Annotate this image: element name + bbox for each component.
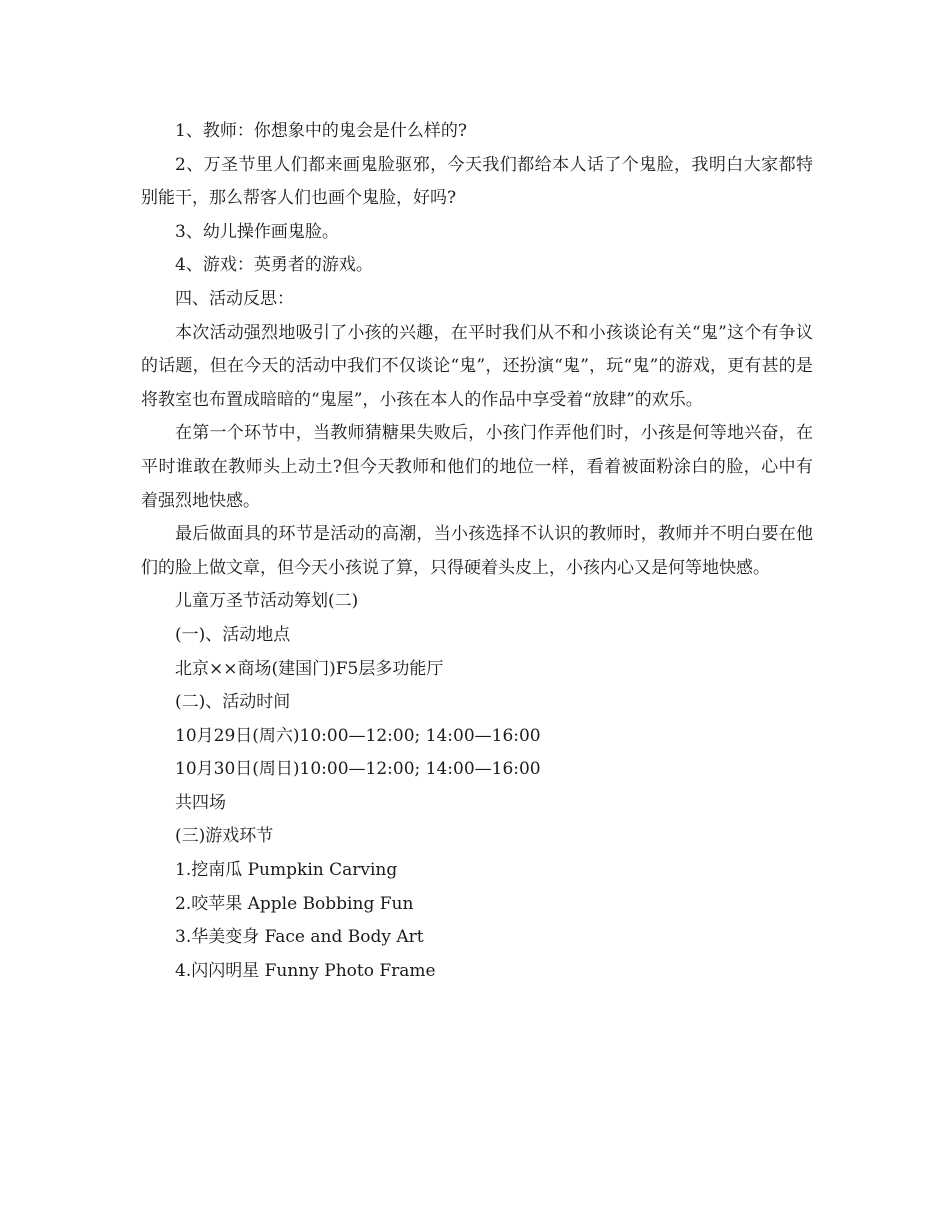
sessions-text: 共四场 — [175, 792, 226, 813]
paragraph-children-draw: 3、幼儿操作画鬼脸。 — [175, 221, 339, 242]
section-title: 儿童万圣节活动筹划(二) — [175, 591, 359, 612]
paragraph-brave-game: 4、游戏：英勇者的游戏。 — [175, 255, 373, 276]
game-item: 3.华美变身 Face and Body Art — [175, 927, 424, 948]
games-heading: (三)游戏环节 — [175, 826, 274, 847]
time-heading: (二)、活动时间 — [175, 692, 291, 713]
paragraph-teacher-question: 1、教师：你想象中的鬼会是什么样的? — [175, 121, 467, 141]
game-item: 4.闪闪明星 Funny Photo Frame — [175, 960, 436, 981]
game-item: 2.咬苹果 Apple Bobbing Fun — [175, 893, 414, 914]
paragraph-reflection-2: 在第一个环节中，当教师猜糖果失败后，小孩门作弄他们时，小孩是何等地兴奋，在平时谁敢在教师头上动土?但今天教师和他们的地位一样，看着被面粉涂白的脸，心中有着强烈地快感。 — [141, 423, 813, 511]
paragraph-reflection-1: 本次活动强烈地吸引了小孩的兴趣，在平时我们从不和小孩谈论有关“鬼”这个有争议的话题，但在今天的活动中我们不仅谈论“鬼”，还扮演“鬼”，玩“鬼”的游戏，更有甚的是将教室也布置成暗暗的“鬼屋”，小孩在本人的作品中享受着“放肆”的欢乐。 — [141, 322, 813, 410]
heading-reflection: 四、活动反思： — [175, 288, 294, 309]
game-item: 1.挖南瓜 Pumpkin Carving — [175, 860, 398, 881]
location-text: 北京××商场(建国门)F5层多功能厅 — [175, 658, 444, 679]
paragraph-reflection-3: 最后做面具的环节是活动的高潮，当小孩选择不认识的教师时，教师并不明白要在他们的脸上做文章，但今天小孩说了算，只得硬着头皮上，小孩内心又是何等地快感。 — [141, 524, 813, 578]
document-body — [141, 115, 813, 988]
time-line-2: 10月30日(周日)10:00—12:00; 14:00—16:00 — [175, 759, 541, 780]
paragraph-ghost-face: 2、万圣节里人们都来画鬼脸驱邪，今天我们都给本人话了个鬼脸，我明白大家都特别能干，那么帮客人们也画个鬼脸，好吗? — [141, 154, 813, 209]
location-heading: (一)、活动地点 — [175, 624, 291, 645]
time-line-1: 10月29日(周六)10:00—12:00; 14:00—16:00 — [175, 725, 541, 746]
